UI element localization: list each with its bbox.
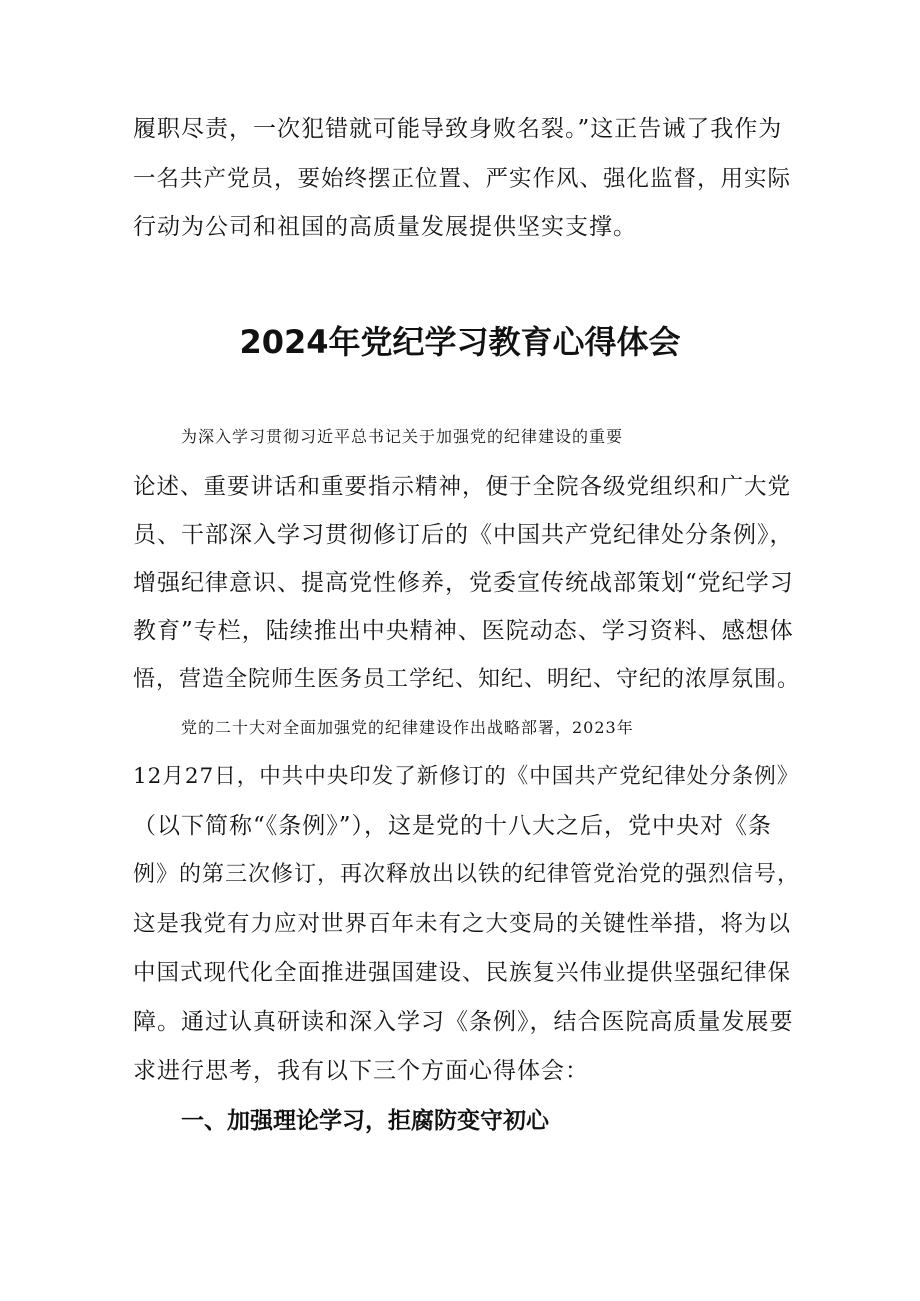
- paragraph2-line-5: 这是我党有力应对世界百年未有之大变局的关键性举措，将为以: [133, 911, 792, 937]
- paragraph2-line-4: 例》的第三次修订，再次释放出以铁的纪律管党治党的强烈信号，: [133, 862, 801, 887]
- paragraph1-line-5: 教育”专栏，陆续推出中央精神、医院动态、学习资料、感想体: [133, 618, 794, 644]
- paragraph2-line-8: 求进行思考，我有以下三个方面心得体会：: [133, 1058, 589, 1084]
- paragraph1-line-4: 增强纪律意识、提高党性修养，党委宣传统战部策划“党纪学习: [133, 570, 794, 596]
- paragraph1-line-3: 员、干部深入学习贯彻修订后的《中国共产党纪律处分条例》，: [133, 522, 794, 548]
- section-1-heading: 一、加强理论学习，拒腐防变守初心: [181, 1108, 549, 1134]
- paragraph1-line-6: 悟，营造全院师生医务员工学纪、知纪、明纪、守纪的浓厚氛围。: [133, 667, 801, 692]
- carryover-line-3: 行动为公司和祖国的高质量发展提供坚实支撑。: [133, 214, 637, 240]
- paragraph1-line-2: 论述、重要讲话和重要指示精神，便于全院各级党组织和广大党: [133, 474, 792, 500]
- carryover-line-1: 履职尽责，一次犯错就可能导致身败名裂。”这正告诫了我作为: [133, 116, 783, 142]
- paragraph2-line-6: 中国式现代化全面推进强国建设、民族复兴伟业提供坚强纪律保: [133, 960, 792, 986]
- paragraph2-line-7: 障。通过认真研读和深入学习《条例》，结合医院高质量发展要: [133, 1009, 794, 1035]
- paragraph1-line-1: 为深入学习贯彻习近平总书记关于加强党的纪律建设的重要: [181, 427, 624, 446]
- paragraph2-line-2: 12月27日，中共中央印发了新修订的《中国共产党纪律处分条例》: [133, 764, 800, 789]
- carryover-line-2: 一名共产党员，要始终摆正位置、严实作风、强化监督，用实际: [133, 166, 792, 192]
- paragraph2-line-1: 党的二十大对全面加强党的纪律建设作出战略部署，2023年: [181, 718, 634, 737]
- paragraph2-line-3: （以下简称“《条例》”），这是党的十八大之后，党中央对《条: [133, 813, 773, 839]
- article-title: 2024年党纪学习教育心得体会: [239, 323, 681, 361]
